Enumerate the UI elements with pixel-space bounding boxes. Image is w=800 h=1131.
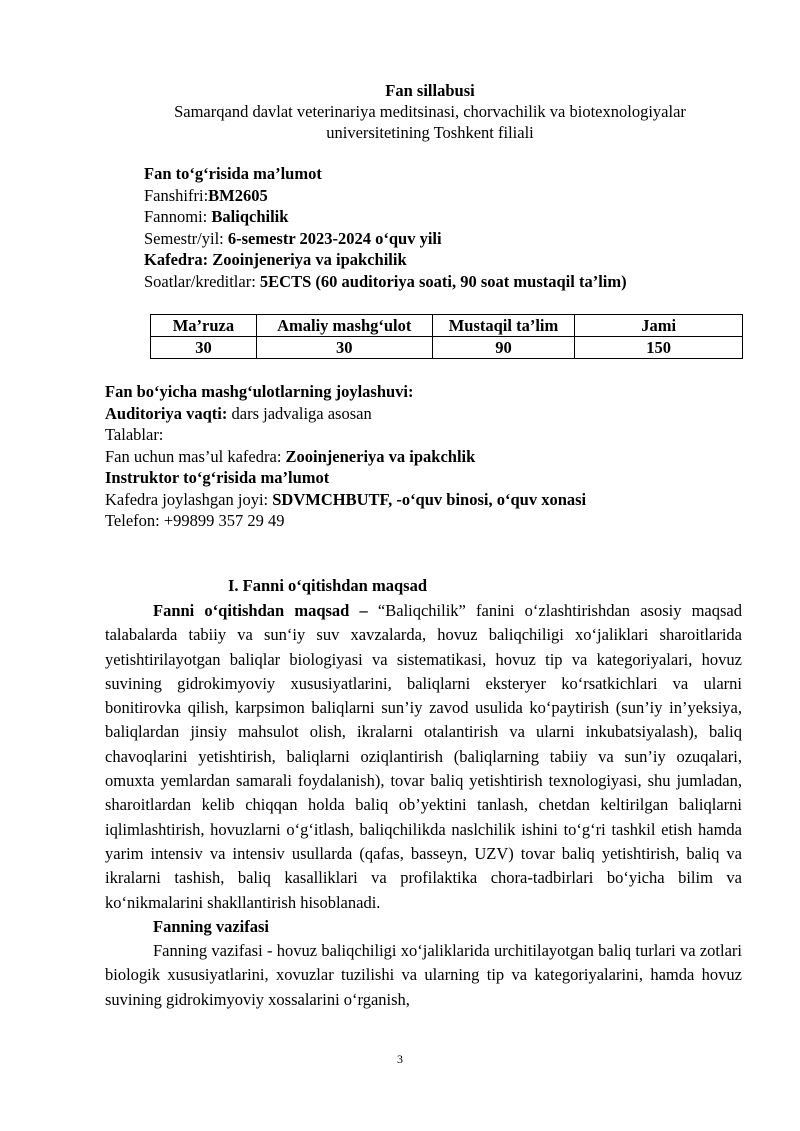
goal-paragraph: Fanni o‘qitishdan maqsad – “Baliqchilik” fanini o‘zlashtirishdan asosiy maqsad talabalarda tabiiy va sun‘iy suv xavzalarda, hovuz baliqchiligi xo‘jaliklari sharoitlarida yetishtirilayotgan baliqlar biologiyasi va sistematikasi, hovuz tip va kategoriyalari, hovuz suvining gidrokimyoviy xususiyatlarini, baliqlarni eksteryer ko‘rsatkichlari va ularni bonitirovka qilish, karpsimon baliqlarni sun’iy zavod usulida ko‘paytirish (sun’iy in’yeksiya, baliqlardan jinsiy mahsulot olish, ikralarni otalantirish va ularni inkubatsiyalash), baliq chavoqlarini yetishtirish, baliqlarni oziqlantirish (baliqlarning tabiiy va sun’iy ozuqalari, omuxta yemlardan samarali foydalanish), tovar baliq yetishtirish texnologiyasi, shu jumladan, sharoitlardan kelib chiqqan holda baliq ob’yektini tanlash, chetdan keltirilgan baliqlarni iqlimlashtirish, hovuzlarni o‘g‘itlash, baliqchilikda naslchilik ishini to‘g‘ri tashkil etish hamda yarim intensiv va intensiv usullarda (qafas, basseyn, UZV) tovar baliq yetishtirish, baliq va ikralarni tashish, baliq kasalliklari va profilaktika chora-tadbirlari bo‘yicha bilim va ko‘nikmalarini shakllantirish hisoblanadi. xyxy=(105,601,742,912)
table-row xyxy=(151,337,743,359)
table-cell: 30 xyxy=(256,337,432,359)
course-code-line: Fanshifri:BM2605 xyxy=(144,185,268,205)
syllabus-header xyxy=(105,80,755,143)
page-number: 3 xyxy=(397,1052,403,1066)
table-header-cell: Jami xyxy=(575,315,743,337)
table-header-cell: Amaliy mashg‘ulot xyxy=(256,315,432,337)
section-title: I. Fanni o‘qitishdan maqsad xyxy=(228,576,427,595)
course-info-heading: Fan to‘g‘risida ma’lumot xyxy=(144,164,322,183)
syllabus-title: Fan sillabusi xyxy=(385,81,475,100)
hours-value: 5ECTS (60 auditoriya soati, 90 soat mustaqil ta’lim) xyxy=(259,271,627,291)
semester-value: 6-semestr 2023-2024 o‘quv yili xyxy=(227,228,442,248)
department-line: Kafedra: Zooinjeneriya va ipakchilik xyxy=(144,250,407,269)
table-header-row xyxy=(151,315,743,337)
schedule-info xyxy=(105,381,755,532)
table-header-cell: Mustaqil ta’lim xyxy=(432,315,575,337)
university-name-line1: Samarqand davlat veterinariya meditsinasi, chorvachilik va biotexnologiyalar xyxy=(174,102,686,121)
course-code: BM2605 xyxy=(208,185,268,205)
tasks-heading: Fanning vazifasi xyxy=(153,916,269,936)
table-header-cell: Ma’ruza xyxy=(151,315,257,337)
hours-table xyxy=(150,314,743,359)
university-name-line2: universitetining Toshkent filiali xyxy=(326,123,534,142)
table-cell: 90 xyxy=(432,337,575,359)
responsible-department-line: Fan uchun mas’ul kafedra: Zooinjeneriya va ipakchlik xyxy=(105,446,476,466)
phone-line: Telefon: +99899 357 29 49 xyxy=(105,511,285,530)
section-body xyxy=(105,599,742,1012)
course-name: Baliqchilik xyxy=(211,207,289,226)
requirements-line: Talablar: xyxy=(105,425,164,444)
semester-line: Semestr/yil: 6-semestr 2023-2024 o‘quv yili xyxy=(144,228,442,248)
course-name-line: Fannomi: Baliqchilik xyxy=(144,207,289,226)
schedule-heading: Fan bo‘yicha mashg‘ulotlarning joylashuvi: xyxy=(105,382,414,401)
instructor-heading: Instruktor to‘g‘risida ma’lumot xyxy=(105,468,330,487)
tasks-paragraph: Fanning vazifasi - hovuz baliqchiligi xo‘jaliklarida urchitilayotgan baliq turlari va zotlari biologik xususiyatlarini, xovuzlar tuzilishi va ularning tip va kategoriyalarini, hamda hovuz suvining gidrokimyoviy xossalarini o‘rganish, xyxy=(105,941,742,1009)
auditorium-time-line: Auditoriya vaqti: dars jadvaliga asosan xyxy=(105,403,372,423)
table-cell: 30 xyxy=(151,337,257,359)
course-info xyxy=(144,163,764,292)
department-location-line: Kafedra joylashgan joyi: SDVMCHBUTF, -o‘quv binosi, o‘quv xonasi xyxy=(105,489,587,509)
table-cell: 150 xyxy=(575,337,743,359)
hours-line: Soatlar/kreditlar: 5ECTS (60 auditoriya soati, 90 soat mustaqil ta’lim) xyxy=(144,271,627,291)
goal-lead: Fanni o‘qitishdan maqsad – xyxy=(153,601,368,620)
